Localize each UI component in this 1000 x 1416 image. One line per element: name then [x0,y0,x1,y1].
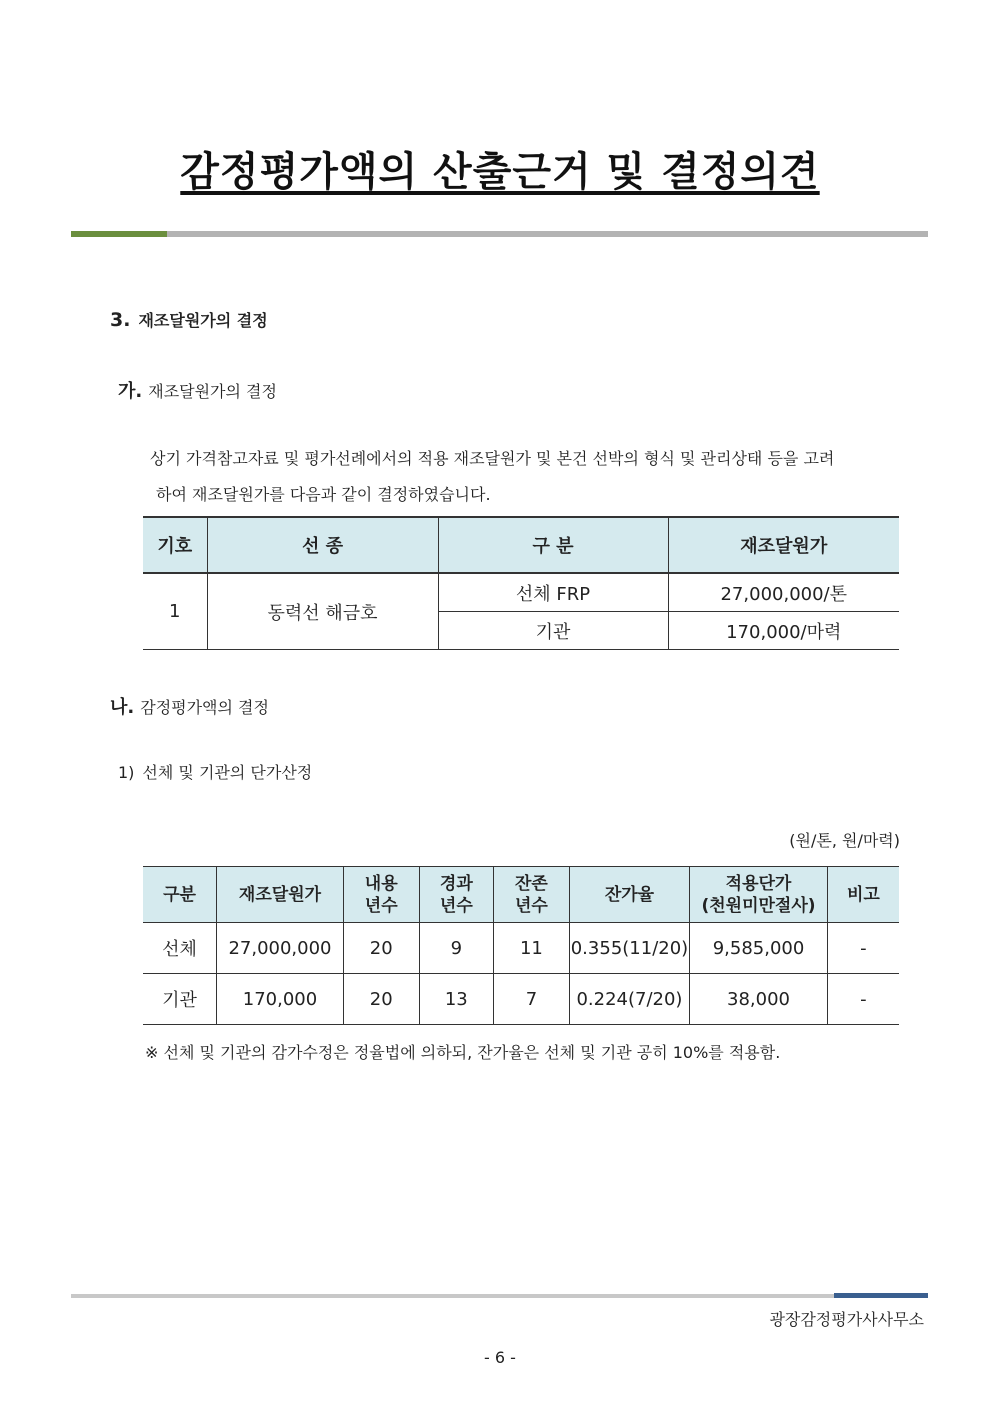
category-cell: 기관 [438,612,668,650]
office-name: 광장감정평가사사무소 [769,1310,924,1329]
section-na-heading [110,693,269,719]
section-na-label: 감정평가액의 결정 [140,698,269,717]
ship-type: 동력선 해금호 [207,573,438,650]
cost-cell: 27,000,000/톤 [668,573,899,612]
header-rule [71,231,928,237]
table-cell: - [827,923,899,974]
row-number: 1 [143,573,207,650]
intro-line-2: 하여 재조달원가를 다음과 같이 결정하였습니다. [156,485,491,504]
section-3-heading [110,308,268,331]
header-cell: 경과 년수 [419,867,494,923]
table-cell: 9,585,000 [690,923,828,974]
table-cell: 11 [494,923,570,974]
header-cell: 내용 년수 [343,867,419,923]
table-row [143,573,899,612]
table-cell: 13 [419,974,494,1025]
table-header-row [143,517,899,573]
table-cell: 선체 [143,923,217,974]
table-cell: 0.224(7/20) [569,974,689,1025]
footer-rule-accent [834,1293,928,1298]
table-cell: - [827,974,899,1025]
page-number: - 6 - [484,1348,516,1367]
section-ga-label: 재조달원가의 결정 [148,382,277,401]
replacement-cost-table [143,516,899,650]
header-cell: 비고 [827,867,899,923]
header-cell: 재조달원가 [668,517,899,573]
header-cell: 구분 [143,867,217,923]
table-cell: 0.355(11/20) [569,923,689,974]
header-cell: 재조달원가 [217,867,344,923]
footnote: ※ 선체 및 기관의 감가수정은 정율법에 의하되, 잔가율은 선체 및 기관 공히 10%를 적용함. [145,1043,781,1062]
page-title: 감정평가액의 산출근거 및 결정의견 [180,149,820,195]
header-cell: 잔존 년수 [494,867,570,923]
subsection-1-label: 선체 및 기관의 단가산정 [142,763,313,782]
intro-line-1: 상기 가격참고자료 및 평가선례에서의 적용 재조달원가 및 본건 선박의 형식 및 관리상태 등을 고려 [150,449,835,468]
table-cell: 27,000,000 [217,923,344,974]
cost-cell: 170,000/마력 [668,612,899,650]
unit-note: (원/톤, 원/마력) [789,831,900,850]
table-cell: 20 [343,923,419,974]
header-cell: 적용단가 (천원미만절사) [690,867,828,923]
section-ga-mark: 가. [118,381,143,402]
table-cell: 20 [343,974,419,1025]
header-cell: 잔가율 [569,867,689,923]
table-cell: 기관 [143,974,217,1025]
subsection-1-heading [118,760,312,783]
table-cell: 38,000 [690,974,828,1025]
section-na-mark: 나. [110,697,135,718]
table-cell: 7 [494,974,570,1025]
table-row [143,923,899,974]
section-ga-heading [118,377,277,403]
table-cell: 170,000 [217,974,344,1025]
section-3-number: 3. [110,309,131,331]
header-cell: 기호 [143,517,207,573]
subsection-1-mark: 1) [118,763,135,782]
header-rule-accent [71,231,167,237]
header-cell: 구 분 [438,517,668,573]
table-header-row [143,867,899,923]
table-cell: 9 [419,923,494,974]
section-3-label: 재조달원가의 결정 [138,311,268,330]
footer-rule [71,1294,928,1298]
unit-price-table [143,866,899,1025]
intro-paragraph [150,441,900,513]
category-cell: 선체 FRP [438,573,668,612]
header-cell: 선 종 [207,517,438,573]
table-row [143,974,899,1025]
